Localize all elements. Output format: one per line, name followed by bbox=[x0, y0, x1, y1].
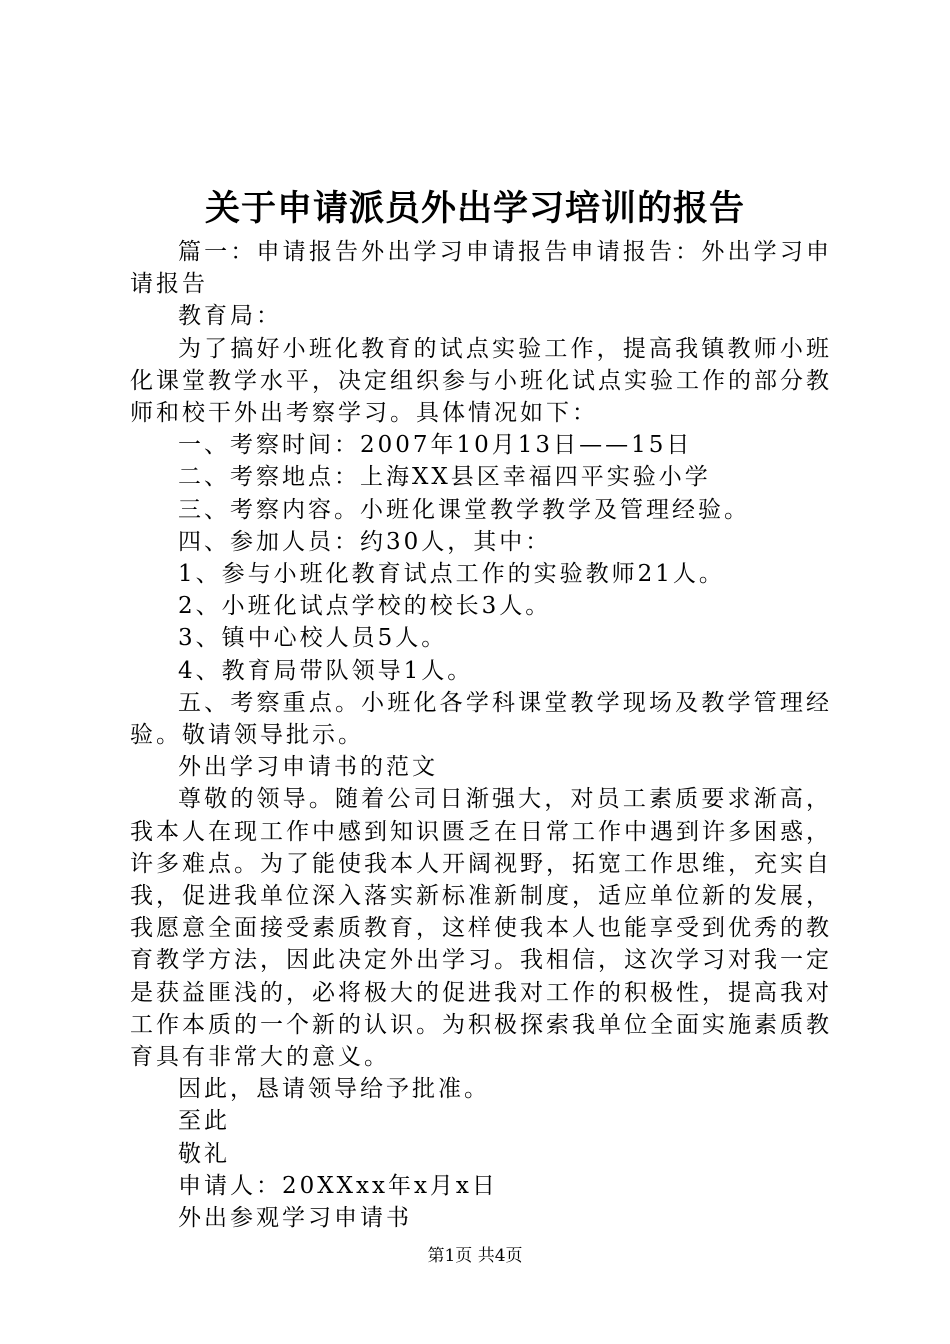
document-body bbox=[130, 236, 832, 1234]
paragraph: 因此，恳请领导给予批准。 bbox=[178, 1076, 490, 1103]
paragraph: 申请人：20XXxx年x月x日 bbox=[178, 1172, 498, 1199]
paragraph: 篇一：申请报告外出学习申请报告申请报告：外出学习申请报告 bbox=[130, 239, 832, 298]
paragraph: 五、考察重点。小班化各学科课堂教学现场及教学管理经验。敬请领导批示。 bbox=[130, 689, 832, 749]
paragraph: 四、参加人员：约30人，其中： bbox=[178, 528, 552, 555]
paragraph: 二、考察地点：上海XX县区幸福四平实验小学 bbox=[178, 464, 711, 491]
paragraph: 1、参与小班化教育试点工作的实验教师21人。 bbox=[178, 561, 725, 588]
paragraph: 至此 bbox=[178, 1108, 230, 1135]
paragraph: 4、教育局带队领导1人。 bbox=[178, 657, 474, 684]
paragraph: 外出学习申请书的范文 bbox=[178, 754, 438, 781]
paragraph: 一、考察时间：2007年10月13日——15日 bbox=[178, 432, 693, 459]
paragraph: 2、小班化试点学校的校长3人。 bbox=[178, 593, 552, 620]
paragraph: 3、镇中心校人员5人。 bbox=[178, 625, 448, 652]
page-footer: 第1页 共4页 bbox=[427, 1246, 523, 1266]
paragraph: 尊敬的领导。随着公司日渐强大，对员工素质要求渐高，我本人在现工作中感到知识匮乏在日常工作中遇到许多困惑，许多难点。为了能使我本人开阔视野，拓宽工作思维，充实自我，促进我单位深入落实新标准新制度，适应单位新的发展，我愿意全面接受素质教育，这样使我本人也能享受到优秀的教育教学方法，因此决定外出学习。我相信，这次学习对我一定是获益匪浅的，必将极大的促进我对工作的积极性，提高我对工作本质的一个新的认识。为积极探索我单位全面实施素质教育具有非常大的意义。 bbox=[130, 786, 832, 1071]
document-title: 关于申请派员外出学习培训的报告 bbox=[204, 188, 745, 229]
paragraph: 三、考察内容。小班化课堂教学教学及管理经验。 bbox=[178, 496, 750, 523]
paragraph: 外出参观学习申请书 bbox=[178, 1205, 412, 1232]
paragraph: 为了搞好小班化教育的试点实验工作，提高我镇教师小班化课堂教学水平，决定组织参与小班化试点实验工作的部分教师和校干外出考察学习。具体情况如下： bbox=[130, 335, 832, 427]
paragraph: 敬礼 bbox=[178, 1140, 230, 1167]
paragraph: 教育局： bbox=[178, 303, 282, 330]
